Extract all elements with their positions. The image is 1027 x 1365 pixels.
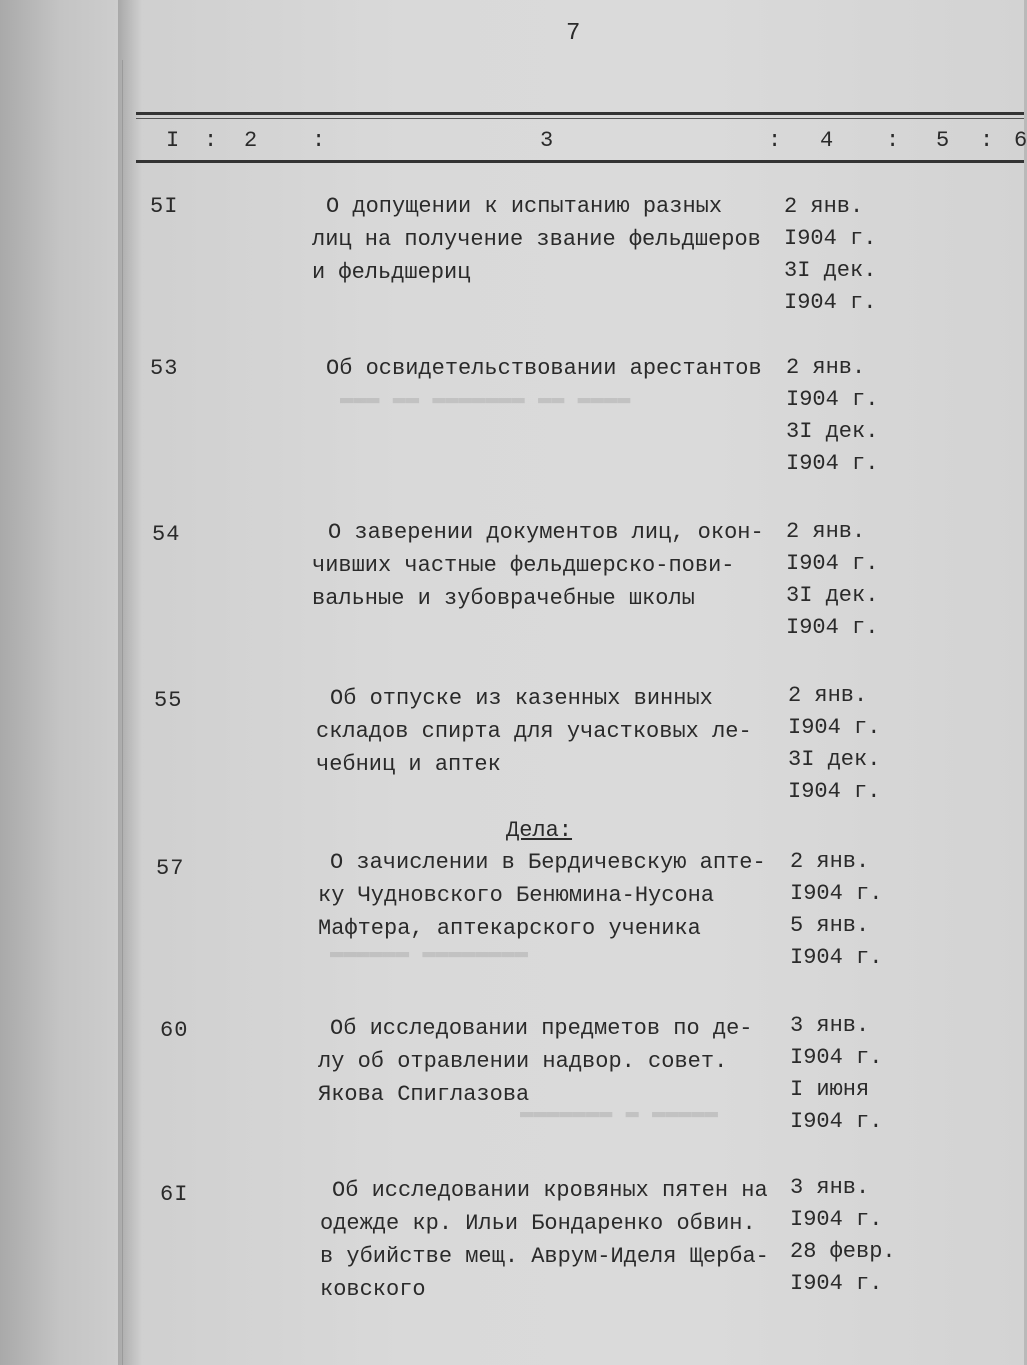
entry-dates xyxy=(788,680,880,808)
date-start-year: I904 г. xyxy=(786,387,879,412)
description-line: одежде кр. Ильи Бондаренко обвин. xyxy=(320,1211,756,1236)
date-end-year: I904 г. xyxy=(786,451,879,476)
description-line: О заверении документов лиц, окон- xyxy=(328,520,764,545)
date-end: 3I дек. xyxy=(786,583,879,608)
column-header-6: 6 xyxy=(1014,128,1027,153)
date-start: 2 янв. xyxy=(790,849,870,874)
column-header-separator: : xyxy=(980,128,994,153)
section-heading: Дела: xyxy=(506,818,573,843)
entry-description xyxy=(318,846,766,945)
page-number: 7 xyxy=(566,20,581,47)
entry-description xyxy=(318,1012,752,1111)
column-header-1: I xyxy=(166,128,180,153)
date-start-year: I904 г. xyxy=(790,881,883,906)
description-line: Об исследовании кровяных пятен на xyxy=(332,1178,768,1203)
description-line: Об освидетельствовании арестантов xyxy=(326,356,762,381)
date-end: 3I дек. xyxy=(784,258,877,283)
column-header-separator: : xyxy=(768,128,782,153)
entry-number: 57 xyxy=(156,856,185,881)
header-rule-top xyxy=(136,112,1024,115)
entry-number: 5I xyxy=(150,194,179,219)
description-line: Об исследовании предметов по де- xyxy=(330,1016,753,1041)
column-header-separator: : xyxy=(204,128,218,153)
date-start-year: I904 г. xyxy=(786,551,879,576)
entry-description xyxy=(316,682,752,781)
bleed-through-mark: ▬▬▬▬▬▬▬ ▬ ▬▬▬▬▬ xyxy=(520,1100,719,1125)
header-rule-bottom xyxy=(136,160,1024,163)
description-line: ковского xyxy=(320,1277,426,1302)
column-header-separator: : xyxy=(886,128,900,153)
entry-description xyxy=(320,1174,769,1306)
entry-description xyxy=(326,352,762,385)
date-end: I июня xyxy=(790,1077,870,1102)
date-start: 2 янв. xyxy=(786,519,866,544)
entry-dates xyxy=(790,846,882,974)
date-start-year: I904 г. xyxy=(790,1207,883,1232)
date-end-year: I904 г. xyxy=(790,945,883,970)
entry-description xyxy=(312,516,764,615)
bleed-through-mark: ▬▬▬▬▬▬ ▬▬▬▬▬▬▬▬ xyxy=(330,940,529,965)
column-header-separator: : xyxy=(312,128,326,153)
description-line: и фельдшериц xyxy=(312,260,471,285)
entry-dates xyxy=(790,1010,882,1138)
entry-dates xyxy=(786,516,878,644)
entry-description xyxy=(312,190,761,289)
entry-number: 53 xyxy=(150,356,179,381)
header-rule-top-thin xyxy=(136,118,1024,119)
description-line: чебниц и аптек xyxy=(316,752,501,777)
entry-number: 55 xyxy=(154,688,183,713)
date-end-year: I904 г. xyxy=(786,615,879,640)
description-line: лиц на получение звание фельдшеров xyxy=(312,227,761,252)
description-line: в убийстве мещ. Аврум-Иделя Щерба- xyxy=(320,1244,769,1269)
entry-number: 54 xyxy=(152,522,181,547)
entry-number: 60 xyxy=(160,1018,189,1043)
date-end-year: I904 г. xyxy=(784,290,877,315)
description-line: ку Чудновского Бенюмина-Нусона xyxy=(318,883,715,908)
column-header-3: 3 xyxy=(540,128,554,153)
date-end-year: I904 г. xyxy=(788,779,881,804)
date-end: 3I дек. xyxy=(788,747,881,772)
date-end-year: I904 г. xyxy=(790,1109,883,1134)
date-end: 3I дек. xyxy=(786,419,879,444)
description-line: Якова Спиглазова xyxy=(318,1082,530,1107)
description-line: лу об отравлении надвор. совет. xyxy=(318,1049,728,1074)
description-line: О зачислении в Бердичевскую апте- xyxy=(330,850,766,875)
description-line: складов спирта для участковых ле- xyxy=(316,719,752,744)
bleed-through-mark: ▬▬▬ ▬▬ ▬▬▬▬▬▬▬ ▬▬ ▬▬▬▬ xyxy=(340,386,631,411)
date-start-year: I904 г. xyxy=(788,715,881,740)
date-start: 2 янв. xyxy=(784,194,864,219)
date-end-year: I904 г. xyxy=(790,1271,883,1296)
description-line: Мафтера, аптекарского ученика xyxy=(318,916,701,941)
entry-dates xyxy=(786,352,878,480)
description-line: О допущении к испытанию разных xyxy=(326,194,723,219)
column-header-2: 2 xyxy=(244,128,258,153)
date-start: 3 янв. xyxy=(790,1013,870,1038)
entry-number: 6I xyxy=(160,1182,189,1207)
date-start-year: I904 г. xyxy=(790,1045,883,1070)
date-start: 3 янв. xyxy=(790,1175,870,1200)
column-header-4: 4 xyxy=(820,128,834,153)
date-end: 28 февр. xyxy=(790,1239,896,1264)
description-line: чивших частные фельдшерско-пови- xyxy=(312,553,735,578)
date-start: 2 янв. xyxy=(786,355,866,380)
description-line: вальные и зубоврачебные школы xyxy=(312,586,695,611)
entry-dates xyxy=(790,1172,896,1300)
binding-shadow xyxy=(118,0,142,1365)
column-header-5: 5 xyxy=(936,128,950,153)
date-start: 2 янв. xyxy=(788,683,868,708)
date-start-year: I904 г. xyxy=(784,226,877,251)
previous-page-edge xyxy=(0,60,123,1365)
entry-dates xyxy=(784,191,876,319)
date-end: 5 янв. xyxy=(790,913,870,938)
description-line: Об отпуске из казенных винных xyxy=(330,686,713,711)
